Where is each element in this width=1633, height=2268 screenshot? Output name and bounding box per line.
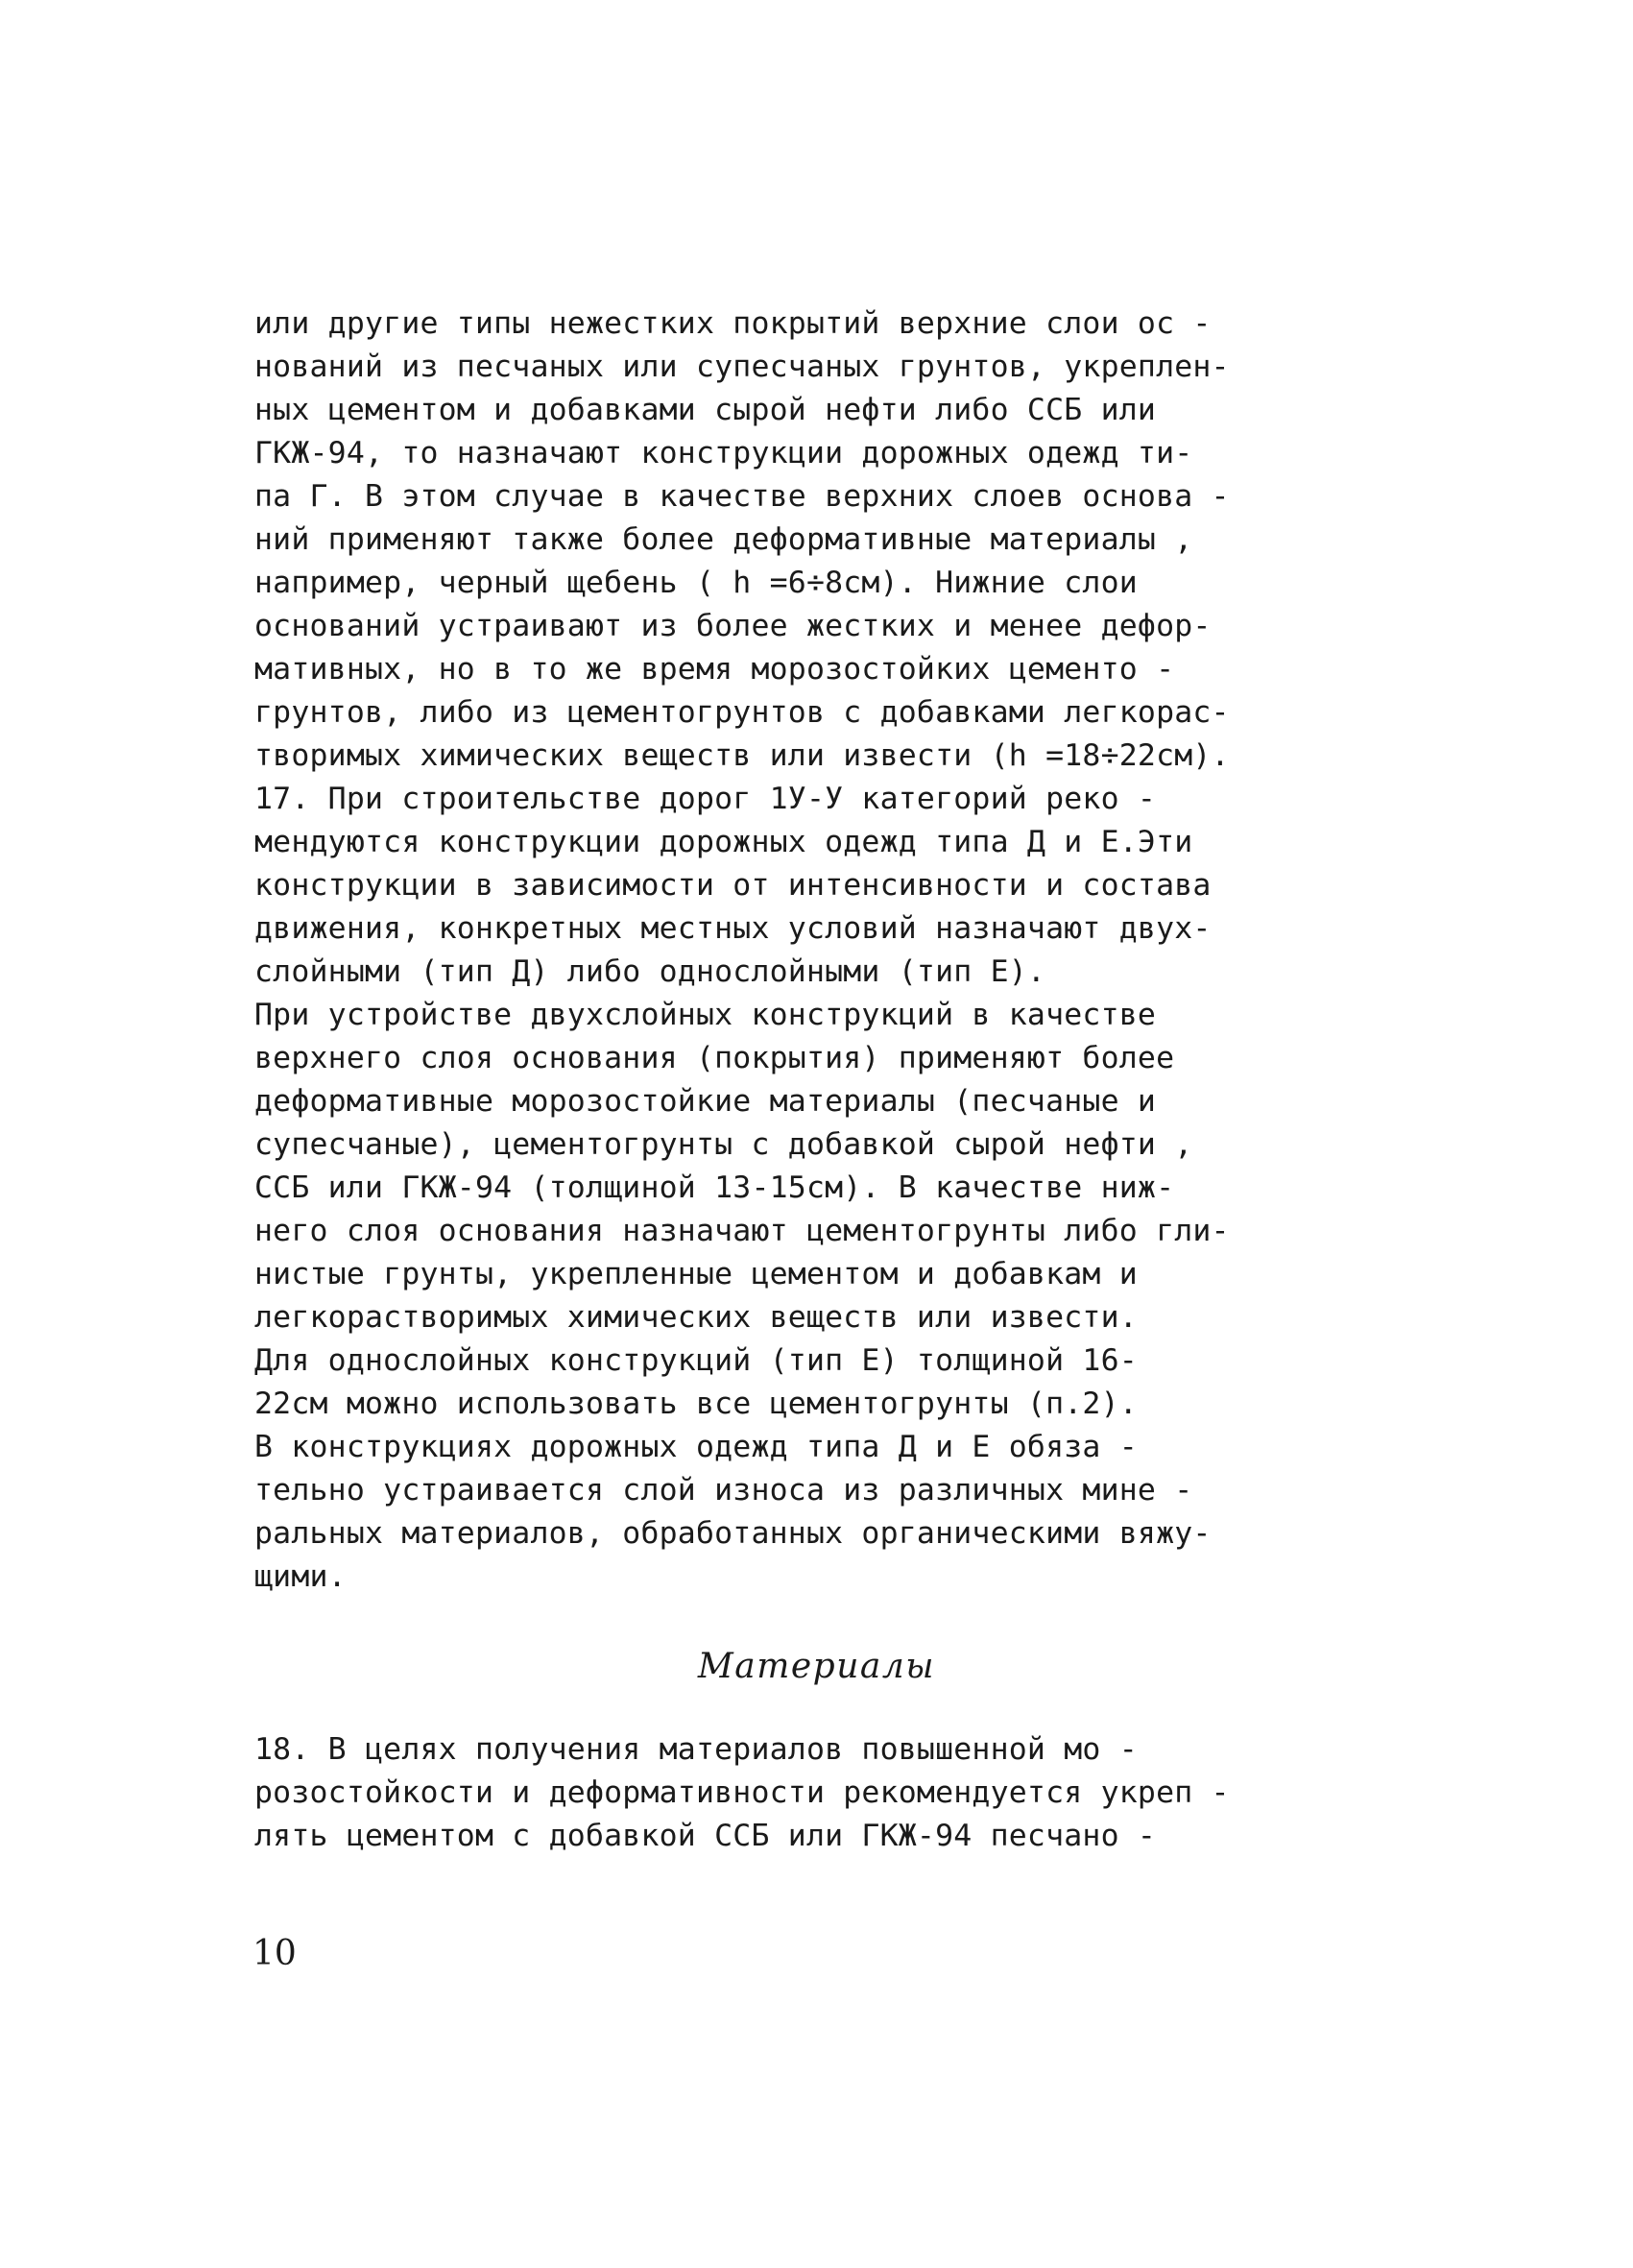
text-line: 22см можно использовать все цементогрунты (п.2). — [254, 1387, 1138, 1421]
text-line: ССБ или ГКЖ-94 (толщиной 13-15см). В качестве ниж- — [254, 1170, 1175, 1205]
text-line: нований из песчаных или супесчаных грунтов, укреплен- — [254, 350, 1230, 384]
text-line: например, черный щебень ( h =6÷8см). Нижние слои — [254, 566, 1138, 600]
text-line: легкорастворимых химических веществ или извести. — [254, 1300, 1138, 1335]
text-line: конструкции в зависимости от интенсивности и состава — [254, 868, 1212, 903]
text-line: оснований устраивают из более жестких и менее дефор- — [254, 609, 1212, 643]
text-line: па Г. В этом случае в качестве верхних слоев основа - — [254, 479, 1230, 514]
text-line: ральных материалов, обработанных органическими вяжу- — [254, 1516, 1212, 1551]
text-line: ний применяют также более деформативные материалы , — [254, 522, 1193, 557]
text-line: него слоя основания назначают цементогрунты либо гли- — [254, 1214, 1230, 1248]
text-line: слойными (тип Д) либо однослойными (тип Е). — [254, 954, 1046, 989]
text-line: 17. При строительстве дорог 1У-У категорий реко - — [254, 782, 1157, 816]
text-line: ГКЖ-94, то назначают конструкции дорожных одежд ти- — [254, 436, 1193, 470]
text-line: супесчаные), цементогрунты с добавкой сырой нефти , — [254, 1127, 1193, 1162]
text-line: мендуются конструкции дорожных одежд типа Д и Е.Эти — [254, 825, 1193, 859]
text-line: деформативные морозостойкие материалы (песчаные и — [254, 1084, 1157, 1119]
text-line: творимых химических веществ или извести (h =18÷22см). — [254, 738, 1230, 773]
page-number: 10 — [252, 1934, 297, 1973]
text-line: тельно устраивается слой износа из различных мине - — [254, 1473, 1193, 1508]
text-line: Для однослойных конструкций (тип Е) толщиной 16- — [254, 1343, 1138, 1378]
text-line: В конструкциях дорожных одежд типа Д и Е обяза - — [254, 1430, 1138, 1464]
text-line: грунтов, либо из цементогрунтов с добавками легкорас- — [254, 695, 1230, 730]
text-line: розостойкости и деформативности рекомендуется укреп - — [254, 1775, 1230, 1810]
text-line: При устройстве двухслойных конструкций в качестве — [254, 998, 1157, 1032]
section-heading: Материалы — [697, 1647, 936, 1686]
text-line: мативных, но в то же время морозостойких цементо - — [254, 652, 1175, 687]
text-line: лять цементом с добавкой ССБ или ГКЖ-94 песчано - — [254, 1819, 1157, 1853]
text-line: верхнего слоя основания (покрытия) применяют более — [254, 1041, 1175, 1075]
text-line: движения, конкретных местных условий назначают двух- — [254, 911, 1212, 946]
text-line: щими. — [254, 1559, 347, 1594]
text-line: ных цементом и добавками сырой нефти либо ССБ или — [254, 393, 1157, 427]
text-line: или другие типы нежестких покрытий верхние слои ос - — [254, 306, 1212, 341]
text-line: 18. В целях получения материалов повышенной мо - — [254, 1732, 1138, 1767]
text-line: нистые грунты, укрепленные цементом и добавкам и — [254, 1257, 1138, 1291]
